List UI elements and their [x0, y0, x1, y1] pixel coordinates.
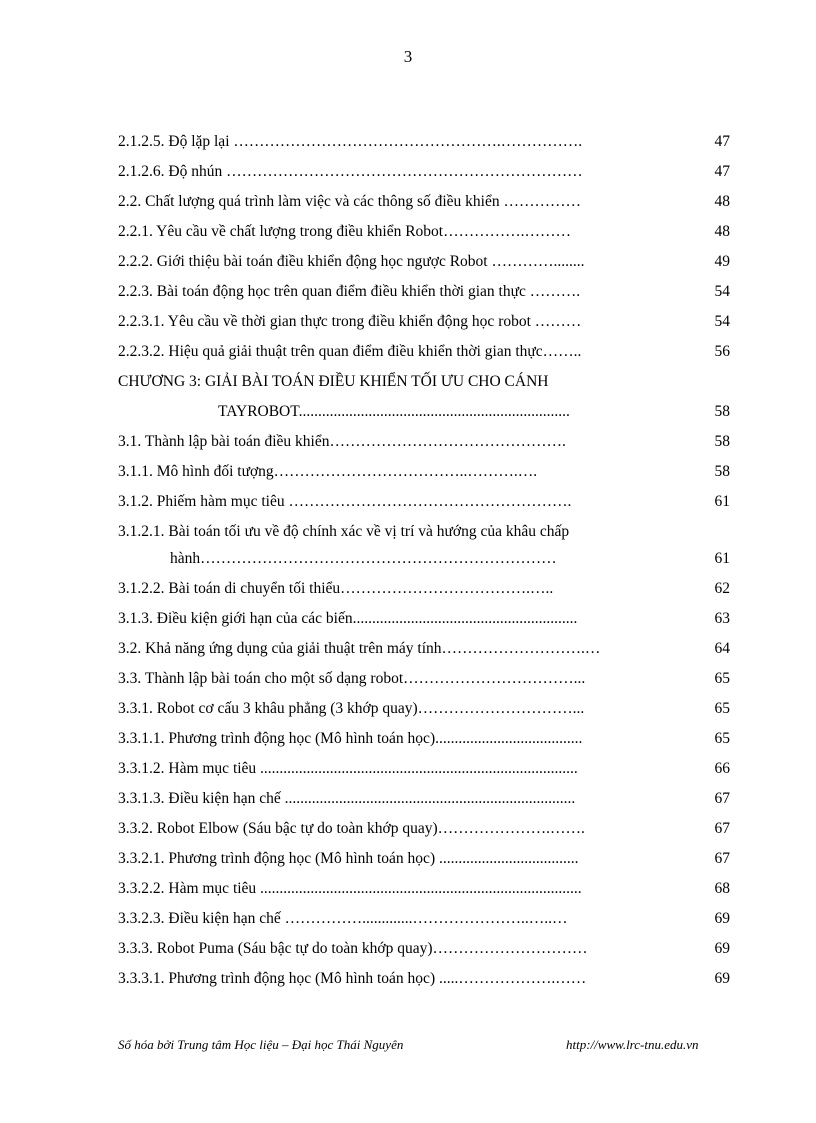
toc-entry [118, 280, 730, 310]
toc-entry [118, 937, 730, 967]
toc-entry-page: 67 [714, 790, 730, 807]
toc-entry-page: 61 [714, 493, 730, 510]
toc-entry [118, 520, 730, 547]
toc-entry-title: 3.3.2.3. Điều kiện hạn chế …………….............…………………..…..… [118, 910, 568, 927]
toc-entry [118, 667, 730, 697]
toc-entry [118, 430, 730, 460]
toc-entry [118, 190, 730, 220]
toc-entry [118, 907, 730, 937]
toc-entry-page: 61 [714, 550, 730, 567]
toc-entry-title: 3.2. Khả năng ứng dụng của giải thuật trên máy tính……………………….… [118, 640, 601, 657]
toc-chapter-heading-continued [118, 400, 730, 430]
toc-entry-page: 65 [714, 700, 730, 717]
toc-entry-title: 2.1.2.6. Độ nhún …………………………………………………………… [118, 163, 583, 180]
toc-entry-title: 3.1.2.2. Bài toán di chuyển tối thiểu……………………………….….. [118, 580, 554, 597]
toc-entry [118, 967, 730, 997]
toc-entry-page: 62 [714, 580, 730, 597]
toc-entry [118, 490, 730, 520]
toc-entry-title: 3.1.3. Điều kiện giới hạn của các biến.......................................................... [118, 610, 578, 627]
toc-entry-title: 2.2.3.2. Hiệu quả giải thuật trên quan điểm điều khiển thời gian thực…….. [118, 343, 582, 360]
toc-entry [118, 817, 730, 847]
toc-entry-page: 63 [714, 610, 730, 627]
toc-entry-page: 58 [714, 403, 730, 420]
toc-entry-page: 49 [714, 253, 730, 270]
toc-entry [118, 340, 730, 370]
toc-entry-page: 66 [714, 760, 730, 777]
toc-entry-title: TAYROBOT...................................................................... [218, 403, 570, 420]
toc-entry-page: 67 [714, 850, 730, 867]
toc-entry-title: 3.3.2. Robot Elbow (Sáu bậc tự do toàn khớp quay)………………….……. [118, 820, 585, 837]
toc-entry-title: 3.3.1.2. Hàm mục tiêu .................................................................................. [118, 760, 578, 777]
toc-entry [118, 727, 730, 757]
toc-entry-page: 47 [714, 133, 730, 150]
toc-entry-page: 65 [714, 730, 730, 747]
toc-entry-title: 3.3.2.2. Hàm mục tiêu ................................................................................... [118, 880, 582, 897]
page-number: 3 [403, 47, 413, 66]
toc-entry-page: 56 [714, 343, 730, 360]
footer-source: Số hóa bởi Trung tâm Học liệu – Đại học Thái Nguyên [118, 1037, 404, 1052]
toc-entry [118, 637, 730, 667]
toc-entry-page: 68 [714, 880, 730, 897]
toc-entry-page: 69 [714, 910, 730, 927]
toc-entry [118, 160, 730, 190]
toc-entry-title: 3.3.1. Robot cơ cấu 3 khâu phẳng (3 khớp quay)…………………………... [118, 700, 585, 717]
toc-entry-page: 48 [714, 193, 730, 210]
toc-entry [118, 220, 730, 250]
toc-entry-title: 3.3.3. Robot Puma (Sáu bậc tự do toàn khớp quay)………………………… [118, 940, 588, 957]
toc-entry-title: 2.2.3. Bài toán động học trên quan điểm điều khiển thời gian thực ………. [118, 283, 581, 300]
toc-entry-page: 69 [714, 970, 730, 987]
toc-entry-title: 2.2.2. Giới thiệu bài toán điều khiển động học ngược Robot …………........ [118, 253, 585, 270]
toc-entry-title: 2.2.1. Yêu cầu về chất lượng trong điều khiển Robot…………….……… [118, 223, 571, 240]
toc-entry-page: 64 [714, 640, 730, 657]
toc-entry-page: 67 [714, 820, 730, 837]
toc-chapter-heading [118, 370, 730, 400]
toc-entry [118, 847, 730, 877]
toc-entry-title: 3.3.1.3. Điều kiện hạn chế ........................................................................... [118, 790, 576, 807]
toc-entry-page: 58 [714, 463, 730, 480]
toc-entry [118, 250, 730, 280]
toc-entry [118, 607, 730, 637]
toc-entry-title: CHƯƠNG 3: GIẢI BÀI TOÁN ĐIỀU KHIỂN TỐI ƯU CHO CÁNH [118, 373, 549, 390]
toc-entry-title: 3.1.1. Mô hình đối tượng………………………………..……….…. [118, 463, 538, 480]
toc-entry [118, 577, 730, 607]
toc-entry-title: 2.2.3.1. Yêu cầu về thời gian thực trong điều khiển động học robot ……… [118, 313, 582, 330]
toc-entry-title: 3.3.2.1. Phương trình động học (Mô hình toán học) .................................... [118, 850, 579, 867]
toc-entry-title: 3.1. Thành lập bài toán điều khiển………………………………………. [118, 433, 566, 450]
table-of-contents [118, 130, 730, 997]
toc-entry [118, 787, 730, 817]
toc-entry [118, 460, 730, 490]
toc-entry-title: hành…………………………………………………………… [170, 550, 557, 567]
toc-entry-page: 65 [714, 670, 730, 687]
toc-entry [118, 877, 730, 907]
toc-entry-title: 3.1.2.1. Bài toán tối ưu về độ chính xác về vị trí và hướng của khâu chấp [118, 523, 570, 540]
toc-entry [118, 310, 730, 340]
toc-entry-title: 2.1.2.5. Độ lặp lại …………………………………………….……………. [118, 133, 583, 150]
toc-entry-page: 69 [714, 940, 730, 957]
toc-entry [118, 757, 730, 787]
toc-entry-page: 54 [714, 283, 730, 300]
toc-entry [118, 130, 730, 160]
toc-entry-page: 54 [714, 313, 730, 330]
toc-entry-title: 3.1.2. Phiếm hàm mục tiêu ………………………………………………. [118, 493, 572, 510]
toc-entry-title: 3.3.3.1. Phương trình động học (Mô hình toán học) .....……………….…… [118, 970, 587, 987]
toc-entry-page: 47 [714, 163, 730, 180]
toc-entry-title: 3.3.1.1. Phương trình động học (Mô hình toán học)...................................... [118, 730, 583, 747]
toc-entry-page: 48 [714, 223, 730, 240]
toc-entry-title: 3.3. Thành lập bài toán cho một số dạng robot……………………………... [118, 670, 586, 687]
toc-entry-page: 58 [714, 433, 730, 450]
toc-entry-continued [118, 547, 730, 577]
footer-url: http://www.lrc-tnu.edu.vn [566, 1037, 699, 1052]
toc-entry-title: 2.2. Chất lượng quá trình làm việc và các thông số điều khiển …………… [118, 193, 581, 210]
toc-entry [118, 697, 730, 727]
